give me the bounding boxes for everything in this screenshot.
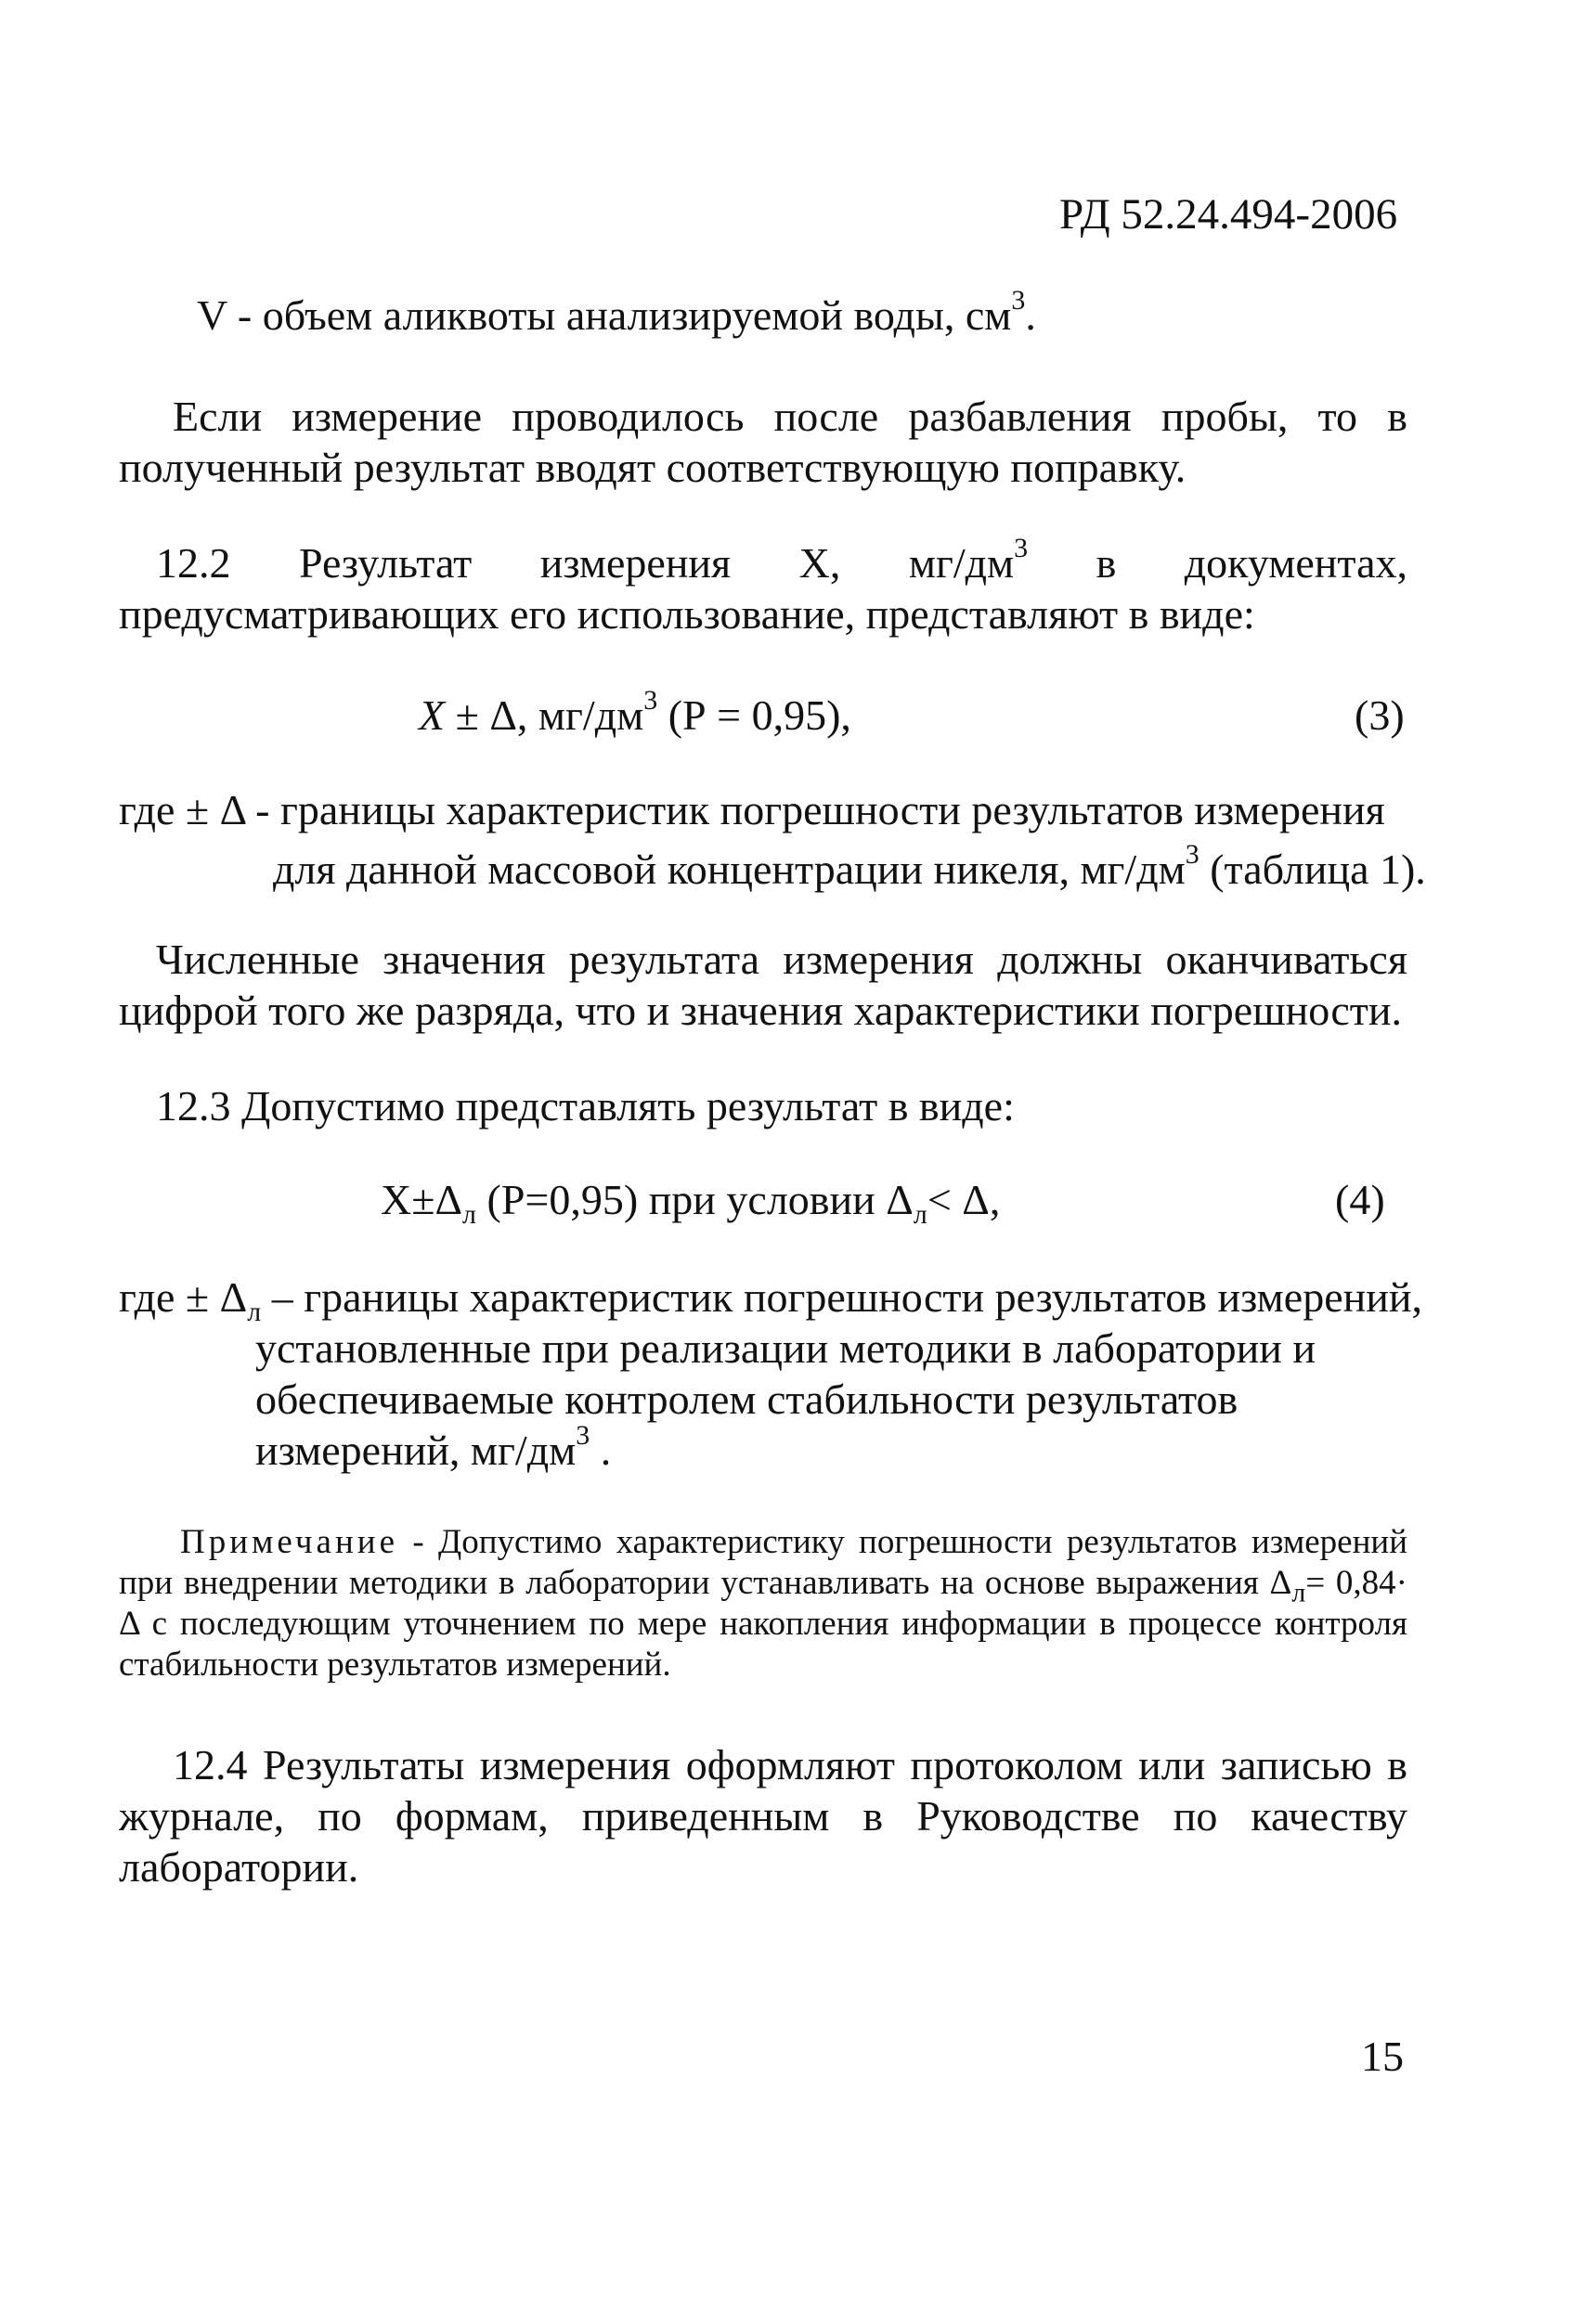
volume-definition-text: V - объем аликвоты анализируемой воды, см xyxy=(197,291,1012,339)
where-3-line2-end: (таблица 1). xyxy=(1199,846,1426,893)
section-12-2 xyxy=(119,532,1407,639)
formula-4-part2: (Р=0,95) при условии Δ xyxy=(476,1176,914,1223)
where-4-lead-sub: л xyxy=(247,1297,262,1328)
where-4-line4-end: . xyxy=(590,1427,612,1474)
dilution-paragraph: Если измерение проводилось после разбавления пробы, то в полученный результат вводят соответствующую поправку. xyxy=(119,393,1407,491)
section-12-4: 12.4 Результаты измерения оформляют протоколом или записью в журнале, по формам, приведенным в Руководстве по качеству лаборатории. xyxy=(119,1741,1407,1891)
where-4-line1 xyxy=(119,1272,1422,1328)
where-3-line2-sup: 3 xyxy=(1185,838,1199,870)
volume-definition-end: . xyxy=(1025,291,1036,339)
where-3-line2-text: для данной массовой концентрации никеля, мг/дм xyxy=(273,846,1186,893)
equation-number-3: (3) xyxy=(1355,691,1405,739)
where-4-line1-text: – границы характеристик погрешности результатов измерений, xyxy=(261,1273,1422,1321)
formula-4 xyxy=(381,1174,1001,1231)
section-12-2-sup: 3 xyxy=(1014,532,1029,563)
page-number: 15 xyxy=(1361,2033,1404,2080)
section-12-2-rest: в документах, предусматривающих его использование, представляют в виде: xyxy=(119,539,1407,638)
where-4-lead: где ± Δ xyxy=(119,1273,248,1321)
note-body-1: - Допустимо характеристику погрешности результатов измерений при внедрении методики в лаборатории устанавливать на основе выражения Δ xyxy=(119,1523,1407,1602)
formula-3 xyxy=(419,684,851,741)
section-12-3: 12.3 Допустимо представлять результат в виде: xyxy=(156,1082,1015,1130)
where-4-line4-text: измерений, мг/дм xyxy=(255,1427,577,1474)
where-4-line4-sup: 3 xyxy=(576,1419,590,1451)
where-4-line2: установленные при реализации методики в лаборатории и xyxy=(255,1324,1316,1372)
note-sub: л xyxy=(1291,1577,1306,1608)
where-4-line4 xyxy=(255,1419,612,1476)
formula-4-part1: Х±Δ xyxy=(381,1176,463,1223)
formula-3-sup: 3 xyxy=(643,684,658,716)
formula-4-sub1: л xyxy=(462,1199,477,1231)
note-paragraph xyxy=(119,1522,1407,1685)
formula-3-x: Х xyxy=(419,691,446,739)
where-3-line1: где ± Δ - границы характеристик погрешности результатов измерения xyxy=(119,786,1385,833)
formula-4-sub2: л xyxy=(913,1199,927,1231)
section-12-2-lead: 12.2 Результат измерения Х, мг/дм xyxy=(156,539,1015,587)
formula-4-part3: < Δ, xyxy=(927,1176,1001,1223)
where-4-line3: обеспечиваемые контролем стабильности результатов xyxy=(255,1375,1238,1423)
where-3-line2 xyxy=(273,838,1426,895)
volume-definition xyxy=(197,284,1036,341)
formula-3-pm: ± Δ, мг/дм xyxy=(445,691,644,739)
volume-definition-sup: 3 xyxy=(1011,284,1026,316)
note-label: Примечание xyxy=(180,1523,398,1561)
document-code: РД 52.24.494-2006 xyxy=(1059,190,1398,239)
numeric-values-paragraph: Численные значения результата измерения должны оканчиваться цифрой того же разряда, что и значения характеристики погрешности. xyxy=(119,936,1407,1034)
equation-number-4: (4) xyxy=(1335,1176,1385,1223)
note-body-2: = 0,84· Δ с последующим уточнением по мере накопления информации в процессе контроля стабильности результатов измерений. xyxy=(119,1564,1407,1684)
formula-3-tail: (Р = 0,95), xyxy=(657,691,851,739)
